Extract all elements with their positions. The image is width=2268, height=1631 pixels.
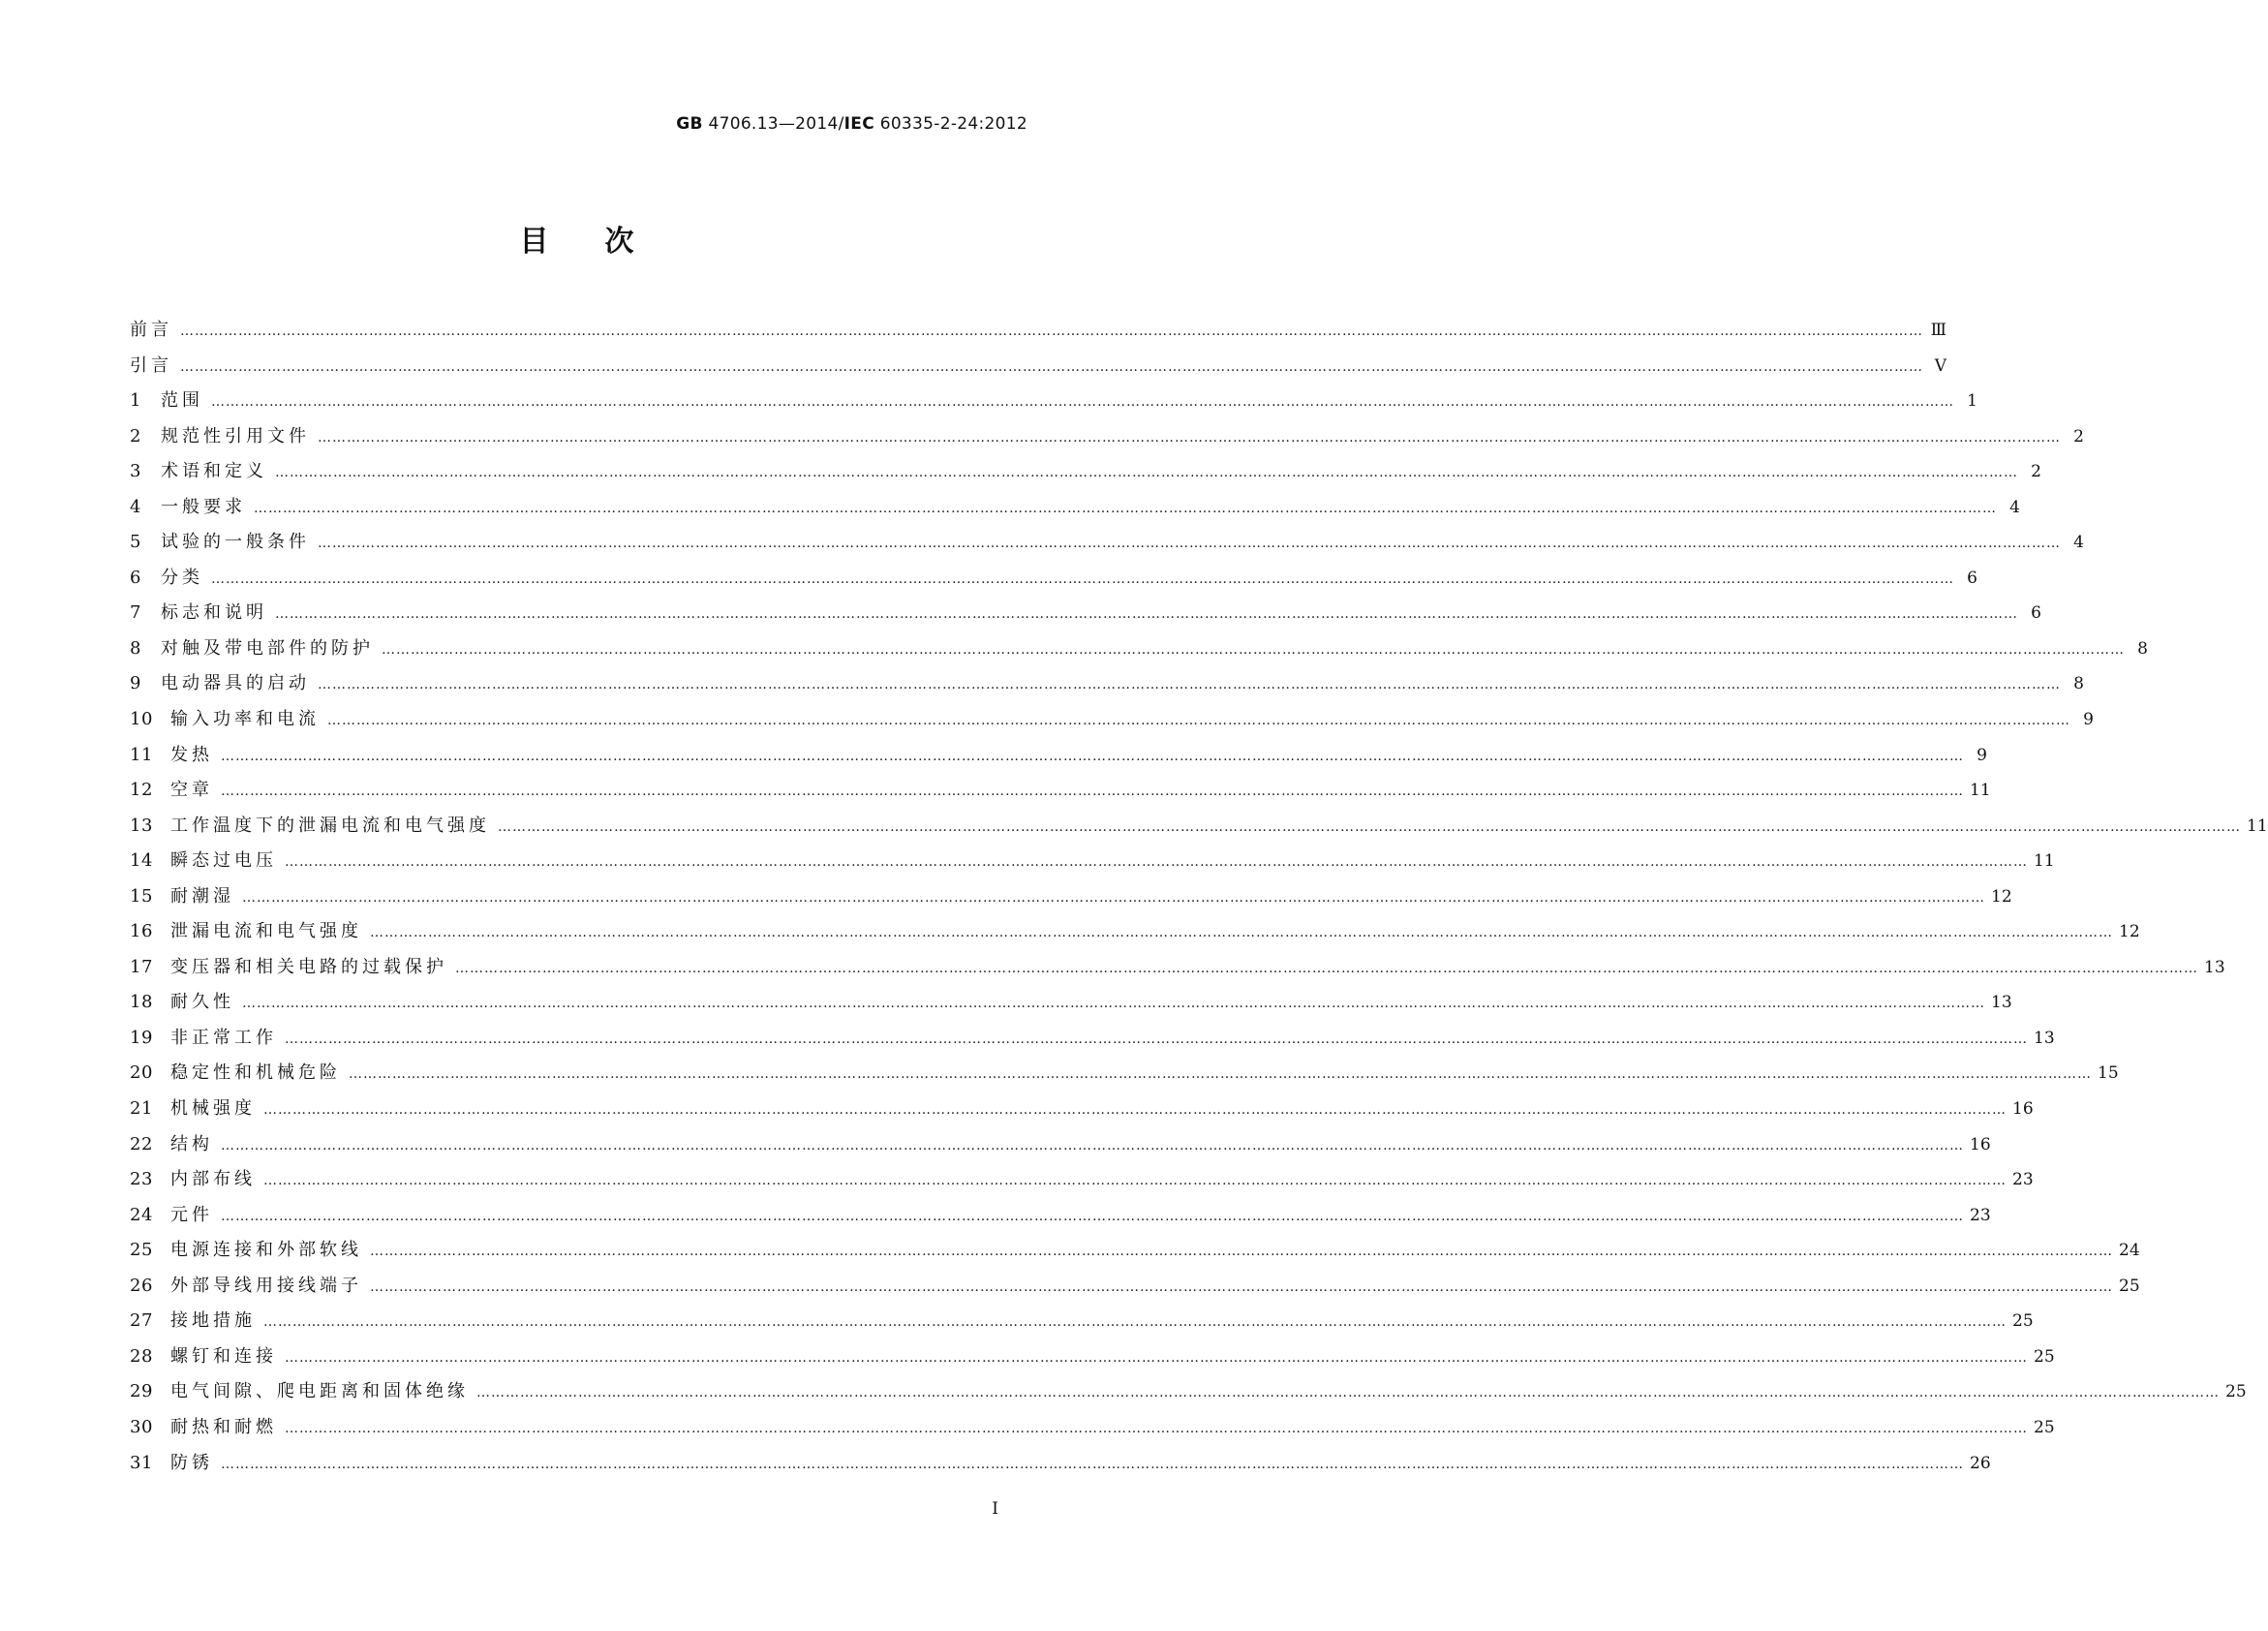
standard-number-header bbox=[676, 114, 1027, 134]
toc-entry[interactable] bbox=[130, 1165, 2034, 1201]
toc-entry-page: 23 bbox=[2012, 1170, 2034, 1190]
toc-entry-label: 螺钉和连接 bbox=[170, 1345, 277, 1367]
toc-dot-leader: ……………………………………………………………………………………………………………………………………………………………………………………………………………………………………………………………………………………………………………………………… bbox=[285, 1031, 2028, 1047]
standard-code-gb-number: 4706.13—2014/ bbox=[702, 114, 844, 134]
toc-entry-page: 8 bbox=[2137, 638, 2148, 659]
toc-entry[interactable] bbox=[130, 1094, 2034, 1130]
toc-dot-leader: ……………………………………………………………………………………………………………………………………………………………………………………………………………………………………………………………………………………………………………………………… bbox=[180, 323, 1923, 339]
toc-entry[interactable] bbox=[130, 493, 2020, 529]
toc-dot-leader: ……………………………………………………………………………………………………………………………………………………………………………………………………………………………………………………………………………………………………………………………… bbox=[242, 889, 1985, 906]
toc-dot-leader: ……………………………………………………………………………………………………………………………………………………………………………………………………………………………………………………………………………………………………………………………… bbox=[211, 570, 1954, 587]
toc-entry-number: 16 bbox=[130, 921, 153, 942]
toc-entry[interactable] bbox=[130, 917, 2140, 953]
toc-entry-label: 接地措施 bbox=[170, 1310, 256, 1332]
toc-entry-page: 15 bbox=[2098, 1063, 2119, 1084]
toc-entry-number: 7 bbox=[130, 602, 141, 624]
toc-entry[interactable] bbox=[130, 705, 2094, 741]
toc-entry-number: 29 bbox=[130, 1381, 153, 1402]
toc-entry-label: 瞬态过电压 bbox=[170, 850, 277, 872]
toc-entry[interactable] bbox=[130, 1413, 2055, 1449]
toc-entry-page: 13 bbox=[2034, 1028, 2055, 1048]
toc-entry[interactable] bbox=[130, 1377, 2247, 1413]
toc-dot-leader: ……………………………………………………………………………………………………………………………………………………………………………………………………………………………………………………………………………………………………………………………… bbox=[498, 818, 2241, 835]
toc-entry-page: 9 bbox=[1977, 745, 1987, 765]
toc-entry-number: 4 bbox=[130, 496, 141, 517]
toc-dot-leader: ……………………………………………………………………………………………………………………………………………………………………………………………………………………………………………………………………………………………………………………………… bbox=[275, 465, 2018, 481]
toc-entry-number: 26 bbox=[130, 1275, 153, 1296]
toc-dot-leader: ……………………………………………………………………………………………………………………………………………………………………………………………………………………………………………………………………………………………………………………………… bbox=[455, 960, 2198, 976]
toc-entry-label: 分类 bbox=[161, 567, 203, 588]
toc-entry-page: 16 bbox=[2012, 1099, 2034, 1120]
toc-entry-number: 28 bbox=[130, 1345, 153, 1367]
toc-entry-label: 电气间隙、爬电距离和固体绝缘 bbox=[170, 1381, 469, 1402]
toc-entry[interactable] bbox=[130, 1342, 2055, 1378]
toc-dot-leader: ……………………………………………………………………………………………………………………………………………………………………………………………………………………………………………………………………………………………………………………………… bbox=[285, 854, 2028, 871]
toc-entry-label: 变压器和相关电路的过载保护 bbox=[170, 956, 447, 977]
toc-entry[interactable] bbox=[130, 528, 2084, 564]
toc-entry-page: 25 bbox=[2034, 1417, 2055, 1437]
toc-dot-leader: ……………………………………………………………………………………………………………………………………………………………………………………………………………………………………………………………………………………………………………………………… bbox=[254, 500, 1997, 516]
toc-entry-label: 范围 bbox=[161, 390, 203, 412]
toc-entry-number: 22 bbox=[130, 1133, 153, 1154]
toc-entry-label: 前言 bbox=[130, 320, 172, 340]
toc-entry[interactable] bbox=[130, 422, 2084, 458]
toc-dot-leader: ……………………………………………………………………………………………………………………………………………………………………………………………………………………………………………………………………………………………………………………………… bbox=[476, 1385, 2220, 1401]
toc-entry-page: 9 bbox=[2083, 710, 2094, 730]
toc-entry-label: 发热 bbox=[170, 744, 213, 765]
toc-entry-page: 11 bbox=[2247, 816, 2268, 836]
toc-entry[interactable] bbox=[130, 352, 1946, 387]
toc-entry[interactable] bbox=[130, 1236, 2140, 1272]
toc-entry-label: 外部导线用接线端子 bbox=[170, 1275, 362, 1296]
toc-dot-leader: ……………………………………………………………………………………………………………………………………………………………………………………………………………………………………………………………………………………………………………………………… bbox=[318, 536, 2061, 552]
toc-entry-label: 对触及带电部件的防护 bbox=[161, 637, 374, 659]
page-title: 目次 bbox=[519, 225, 690, 259]
toc-entry-label: 机械强度 bbox=[170, 1098, 256, 1120]
toc-entry-number: 17 bbox=[130, 956, 153, 977]
toc-entry[interactable] bbox=[130, 564, 1977, 600]
toc-entry[interactable] bbox=[130, 882, 2012, 918]
toc-entry-label: 结构 bbox=[170, 1133, 213, 1154]
toc-entry-page: 24 bbox=[2119, 1241, 2140, 1261]
toc-entry-page: 6 bbox=[1967, 568, 1977, 588]
toc-entry-label: 元件 bbox=[170, 1204, 213, 1225]
toc-entry-number: 31 bbox=[130, 1452, 153, 1473]
toc-entry-label: 泄漏电流和电气强度 bbox=[170, 921, 362, 942]
toc-entry-page: 25 bbox=[2034, 1346, 2055, 1367]
toc-dot-leader: ……………………………………………………………………………………………………………………………………………………………………………………………………………………………………………………………………………………………………………………………… bbox=[221, 1137, 1964, 1154]
toc-entry-page: 6 bbox=[2031, 603, 2041, 624]
toc-dot-leader: ……………………………………………………………………………………………………………………………………………………………………………………………………………………………………………………………………………………………………………………………… bbox=[370, 1244, 2113, 1260]
toc-entry-page: 12 bbox=[1991, 886, 2012, 907]
toc-dot-leader: ……………………………………………………………………………………………………………………………………………………………………………………………………………………………………………………………………………………………………………………………… bbox=[242, 996, 1985, 1012]
toc-entry-page: 23 bbox=[1970, 1205, 1991, 1225]
toc-dot-leader: ……………………………………………………………………………………………………………………………………………………………………………………………………………………………………………………………………………………………………………………………… bbox=[263, 1173, 2007, 1189]
toc-dot-leader: ……………………………………………………………………………………………………………………………………………………………………………………………………………………………………………………………………………………………………………………………… bbox=[180, 358, 1923, 375]
toc-entry-number: 12 bbox=[130, 780, 153, 801]
toc-entry[interactable] bbox=[130, 953, 2225, 989]
toc-entry[interactable] bbox=[130, 812, 2268, 847]
toc-entry-number: 18 bbox=[130, 992, 153, 1013]
toc-dot-leader: ……………………………………………………………………………………………………………………………………………………………………………………………………………………………………………………………………………………………………………………………… bbox=[318, 677, 2061, 693]
toc-entry-page: 11 bbox=[2034, 851, 2055, 872]
toc-entry-number: 30 bbox=[130, 1416, 153, 1437]
toc-entry[interactable] bbox=[130, 634, 2148, 670]
toc-dot-leader: ……………………………………………………………………………………………………………………………………………………………………………………………………………………………………………………………………………………………………………………………… bbox=[382, 641, 2125, 658]
toc-entry-number: 10 bbox=[130, 709, 153, 730]
toc-entry-number: 11 bbox=[130, 744, 153, 765]
toc-entry-label: 规范性引用文件 bbox=[161, 425, 310, 446]
toc-entry-label: 电动器具的启动 bbox=[161, 673, 310, 694]
toc-entry[interactable] bbox=[130, 386, 1977, 422]
toc-dot-leader: ……………………………………………………………………………………………………………………………………………………………………………………………………………………………………………………………………………………………………………………………… bbox=[275, 606, 2018, 623]
toc-entry-page: 12 bbox=[2119, 922, 2140, 942]
toc-entry-number: 23 bbox=[130, 1169, 153, 1190]
toc-entry[interactable] bbox=[130, 1059, 2119, 1094]
toc-entry-number: 6 bbox=[130, 567, 141, 588]
toc-dot-leader: ……………………………………………………………………………………………………………………………………………………………………………………………………………………………………………………………………………………………………………………………… bbox=[285, 1420, 2028, 1436]
toc-entry-number: 5 bbox=[130, 532, 141, 553]
toc-entry-page: 2 bbox=[2031, 462, 2041, 482]
toc-entry[interactable] bbox=[130, 669, 2084, 705]
toc-dot-leader: ……………………………………………………………………………………………………………………………………………………………………………………………………………………………………………………………………………………………………………………………… bbox=[263, 1102, 2007, 1119]
toc-entry-page: 8 bbox=[2073, 674, 2084, 694]
toc-entry[interactable] bbox=[130, 599, 2041, 634]
toc-entry[interactable] bbox=[130, 1272, 2140, 1308]
toc-entry-page: 4 bbox=[2073, 533, 2084, 553]
toc-entry-label: 耐热和耐燃 bbox=[170, 1416, 277, 1437]
toc-entry-label: 耐潮湿 bbox=[170, 885, 234, 907]
toc-dot-leader: ……………………………………………………………………………………………………………………………………………………………………………………………………………………………………………………………………………………………………………………………… bbox=[327, 713, 2070, 729]
toc-entry[interactable] bbox=[130, 846, 2055, 882]
toc-entry-number: 24 bbox=[130, 1204, 153, 1225]
toc-dot-leader: ……………………………………………………………………………………………………………………………………………………………………………………………………………………………………………………………………………………………………………………………… bbox=[221, 748, 1964, 764]
toc-entry-number: 15 bbox=[130, 885, 153, 907]
toc-dot-leader: ……………………………………………………………………………………………………………………………………………………………………………………………………………………………………………………………………………………………………………………………… bbox=[221, 1208, 1964, 1224]
toc-entry-label: 输入功率和电流 bbox=[170, 709, 320, 730]
toc-dot-leader: ……………………………………………………………………………………………………………………………………………………………………………………………………………………………………………………………………………………………………………………………… bbox=[370, 1278, 2113, 1295]
toc-entry-number: 19 bbox=[130, 1027, 153, 1048]
toc-entry-page: 4 bbox=[2009, 497, 2020, 517]
toc-entry[interactable] bbox=[130, 1449, 1991, 1485]
toc-entry[interactable] bbox=[130, 988, 2012, 1024]
standard-code-iec: IEC bbox=[843, 114, 874, 134]
toc-entry-label: 空章 bbox=[170, 780, 213, 801]
toc-entry-label: 试验的一般条件 bbox=[161, 532, 310, 553]
toc-entry-number: 20 bbox=[130, 1062, 153, 1084]
toc-entry-page: Ⅴ bbox=[1934, 355, 1946, 376]
toc-entry-page: 11 bbox=[1970, 781, 1991, 801]
table-of-contents bbox=[130, 316, 2268, 1484]
toc-entry-page: 16 bbox=[1970, 1134, 1991, 1154]
toc-entry-page: 25 bbox=[2012, 1311, 2034, 1332]
toc-entry-page: Ⅲ bbox=[1930, 321, 1946, 340]
toc-entry-number: 25 bbox=[130, 1240, 153, 1261]
toc-entry[interactable] bbox=[130, 457, 2041, 493]
toc-entry-page: 13 bbox=[1991, 993, 2012, 1013]
toc-dot-leader: ……………………………………………………………………………………………………………………………………………………………………………………………………………………………………………………………………………………………………………………………… bbox=[221, 1456, 1964, 1472]
toc-entry-label: 引言 bbox=[130, 354, 172, 376]
standard-code-iec-number: 60335-2-24:2012 bbox=[874, 114, 1027, 134]
toc-entry-label: 术语和定义 bbox=[161, 461, 267, 482]
toc-entry[interactable] bbox=[130, 1130, 1991, 1166]
toc-dot-leader: ……………………………………………………………………………………………………………………………………………………………………………………………………………………………………………………………………………………………………………………………… bbox=[318, 429, 2061, 446]
toc-dot-leader: ……………………………………………………………………………………………………………………………………………………………………………………………………………………………………………………………………………………………………………………………… bbox=[285, 1349, 2028, 1366]
toc-dot-leader: ……………………………………………………………………………………………………………………………………………………………………………………………………………………………………………………………………………………………………………………………… bbox=[221, 784, 1964, 800]
toc-entry[interactable] bbox=[130, 1201, 1991, 1237]
toc-entry-number: 2 bbox=[130, 425, 141, 446]
toc-entry-number: 8 bbox=[130, 637, 141, 659]
toc-entry[interactable] bbox=[130, 1307, 2034, 1342]
toc-entry-number: 3 bbox=[130, 461, 141, 482]
toc-entry-label: 标志和说明 bbox=[161, 602, 267, 624]
toc-entry-number: 14 bbox=[130, 850, 153, 872]
toc-entry-label: 电源连接和外部软线 bbox=[170, 1240, 362, 1261]
toc-entry-number: 9 bbox=[130, 673, 141, 694]
toc-entry[interactable] bbox=[130, 316, 1946, 352]
toc-entry-page: 25 bbox=[2225, 1382, 2247, 1402]
toc-entry-label: 内部布线 bbox=[170, 1169, 256, 1190]
toc-entry-label: 工作温度下的泄漏电流和电气强度 bbox=[170, 815, 490, 836]
toc-entry-page: 2 bbox=[2073, 426, 2084, 446]
toc-entry-page: 1 bbox=[1967, 391, 1977, 412]
toc-entry-page: 26 bbox=[1970, 1453, 1991, 1473]
toc-entry-label: 稳定性和机械危险 bbox=[170, 1062, 341, 1084]
footer-page-number: I bbox=[992, 1499, 998, 1519]
toc-dot-leader: ……………………………………………………………………………………………………………………………………………………………………………………………………………………………………………………………………………………………………………………………… bbox=[349, 1066, 2092, 1083]
toc-entry-label: 一般要求 bbox=[161, 496, 246, 517]
toc-entry-label: 非正常工作 bbox=[170, 1027, 277, 1048]
toc-entry-page: 25 bbox=[2119, 1276, 2140, 1296]
toc-entry[interactable] bbox=[130, 1024, 2055, 1060]
toc-entry-label: 防锈 bbox=[170, 1452, 213, 1473]
toc-entry-number: 13 bbox=[130, 815, 153, 836]
toc-dot-leader: ……………………………………………………………………………………………………………………………………………………………………………………………………………………………………………………………………………………………………………………………… bbox=[211, 394, 1954, 411]
toc-entry-number: 1 bbox=[130, 390, 141, 412]
toc-entry[interactable] bbox=[130, 776, 1991, 812]
toc-entry-page: 13 bbox=[2204, 957, 2225, 977]
toc-entry-label: 耐久性 bbox=[170, 992, 234, 1013]
toc-entry-number: 21 bbox=[130, 1098, 153, 1120]
toc-dot-leader: ……………………………………………………………………………………………………………………………………………………………………………………………………………………………………………………………………………………………………………………………… bbox=[370, 925, 2113, 941]
toc-entry-number: 27 bbox=[130, 1310, 153, 1332]
standard-code-gb: GB bbox=[676, 114, 703, 134]
toc-entry[interactable] bbox=[130, 741, 1987, 777]
toc-dot-leader: ……………………………………………………………………………………………………………………………………………………………………………………………………………………………………………………………………………………………………………………………… bbox=[263, 1314, 2007, 1331]
